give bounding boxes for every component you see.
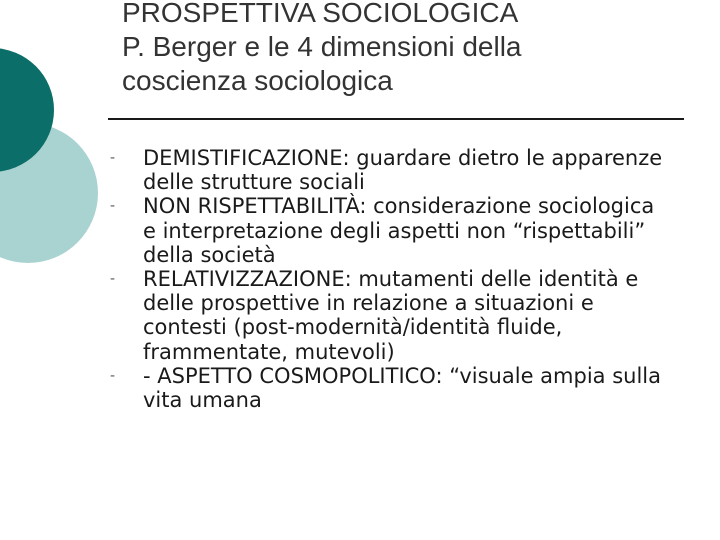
bullet-marker: - [110, 198, 116, 215]
title-divider [108, 118, 684, 120]
bullet-list [110, 146, 670, 412]
bullet-marker: - [110, 271, 116, 288]
title-line-1: PROSPETTIVA SOCIOLOGICA [122, 0, 519, 28]
list-item-text: - ASPETTO COSMOPOLITICO: “visuale ampia sulla vita umana [143, 363, 661, 413]
title-line-2: P. Berger e le 4 dimensioni della [122, 31, 522, 62]
decorative-circles [0, 0, 110, 290]
title-line-3: coscienza sociologica [122, 65, 393, 96]
list-item-text: RELATIVIZZAZIONE: mutamenti delle identità e delle prospettive in relazione a situazioni e contesti (post-modernità/identità fluide, frammentate, mutevoli) [143, 267, 639, 364]
list-item [110, 194, 670, 267]
list-item [110, 146, 670, 194]
list-item-text: DEMISTIFICAZIONE: guardare dietro le apparenze delle strutture sociali [143, 146, 663, 195]
list-item-text: NON RISPETTABILITÀ: considerazione sociologica e interpretazione degli aspetti non “rispettabili” della società [143, 194, 655, 267]
list-item [110, 364, 670, 412]
list-item [110, 267, 670, 364]
bullet-marker: - [110, 367, 116, 384]
bullet-marker: - [110, 150, 116, 166]
slide-title [122, 0, 702, 98]
